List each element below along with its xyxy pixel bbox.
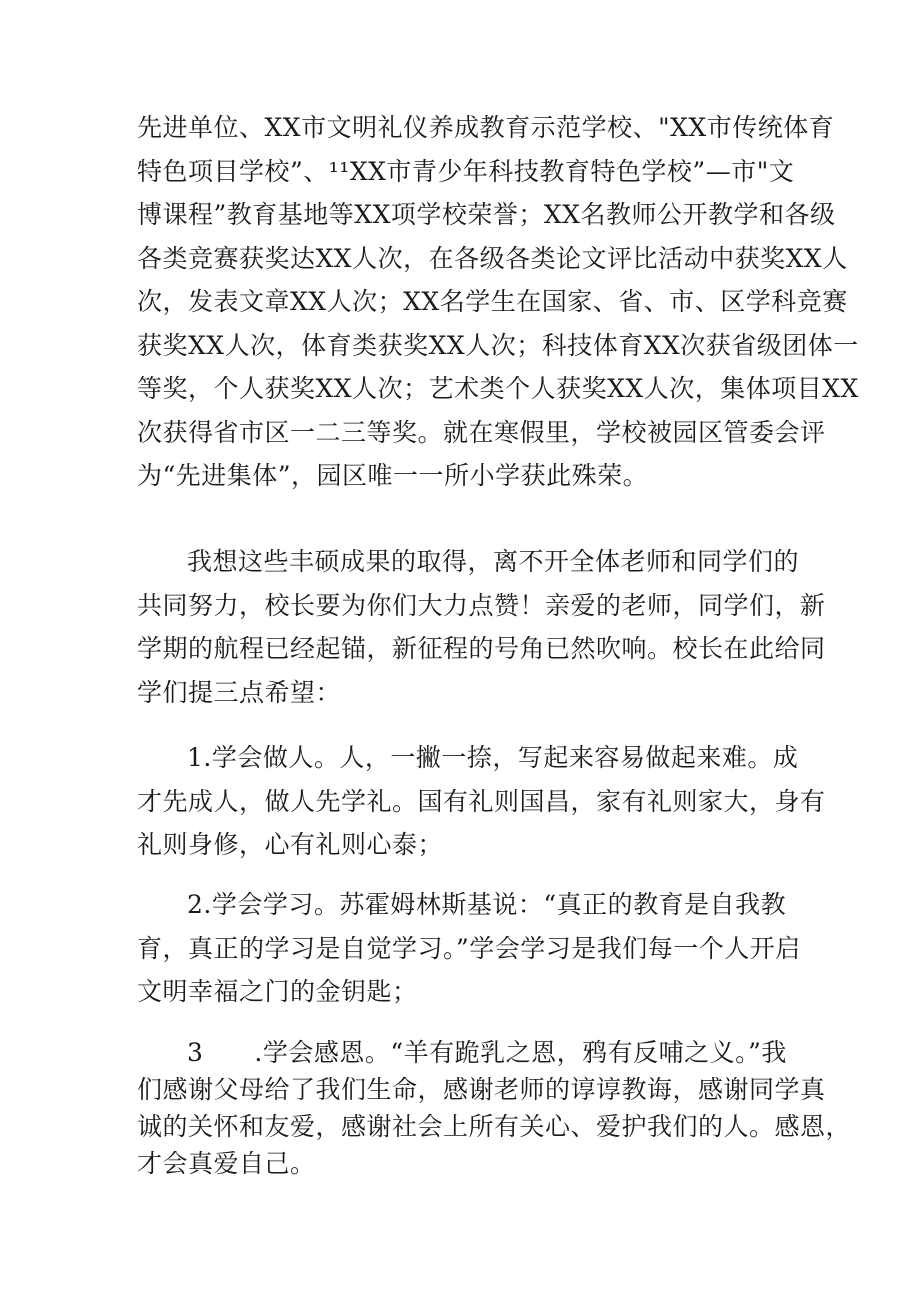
paragraph-line: 们感谢父母给了我们生命，感谢老师的谆谆教诲，感谢同学真 (137, 1075, 826, 1104)
paragraph-line: 育，真正的学习是自觉学习。”学会学习是我们每一个人开启 (137, 933, 801, 963)
paragraph-honors (137, 106, 859, 498)
paragraph-line: 才会真爱自己。 (137, 1149, 316, 1178)
paragraph-line: 博课程”教育基地等XX项学校荣誉；XX名教师公开教学和各级 (137, 200, 836, 229)
paragraph-line: 才先成人，做人先学礼。国有礼则国昌，家有礼则家大，身有 (137, 786, 826, 816)
paragraph-hope-2 (137, 883, 801, 1014)
paragraph-line: 次获得省市区一二三等奖。就在寒假里，学校被园区管委会评 (137, 417, 826, 447)
paragraph-line: 3 .学会感恩。“羊有跪乳之恩，鸦有反哺之义。”我 (187, 1038, 787, 1067)
paragraph-line: 获奖XX人次，体育类获奖XX人次；科技体育XX次获省级团体一 (137, 330, 859, 360)
paragraph-line: 共同努力，校长要为你们大力点赞！亲爱的老师，同学们，新 (137, 590, 826, 620)
paragraph-line: 等奖，个人获奖XX人次；艺术类个人获奖XX人次，集体项目XX (137, 374, 859, 403)
paragraph-hope-1 (137, 736, 826, 867)
paragraph-line: 次，发表文章XX人次；XX名学生在国家、省、市、区学科竞赛 (137, 287, 848, 316)
paragraph-line: 1.学会做人。人，一撇一捺，写起来容易做起来难。成 (187, 743, 799, 772)
paragraph-line: 2.学会学习。苏霍姆林斯基说：“真正的教育是自我教 (187, 890, 787, 919)
paragraph-line: 先进单位、XX市文明礼仪养成教育示范学校、"XX市传统体育 (137, 113, 835, 142)
paragraph-line: 特色项目学校”、¹¹XX市青少年科技教育特色学校”—市"文 (137, 156, 795, 186)
paragraph-line: 诚的关怀和友爱，感谢社会上所有关心、爱护我们的人。感恩， (137, 1112, 852, 1141)
paragraph-line: 各类竞赛获奖达XX人次，在各级各类论文评比活动中获奖XX人 (137, 243, 848, 273)
paragraph-line: 礼则身修，心有礼则心泰； (137, 830, 444, 859)
paragraph-line: 为“先进集体”，园区唯一一所小学获此殊荣。 (137, 461, 649, 490)
paragraph-thanks (137, 540, 826, 714)
paragraph-line: 文明幸福之门的金钥匙； (137, 977, 418, 1006)
paragraph-line: 我想这些丰硕成果的取得，离不开全体老师和同学们的 (187, 547, 800, 576)
paragraph-hope-3 (137, 1034, 852, 1182)
paragraph-line: 学期的航程已经起锚，新征程的号角已然吹响。校长在此给同 (137, 634, 826, 663)
paragraph-line: 学们提三点希望： (137, 677, 342, 707)
